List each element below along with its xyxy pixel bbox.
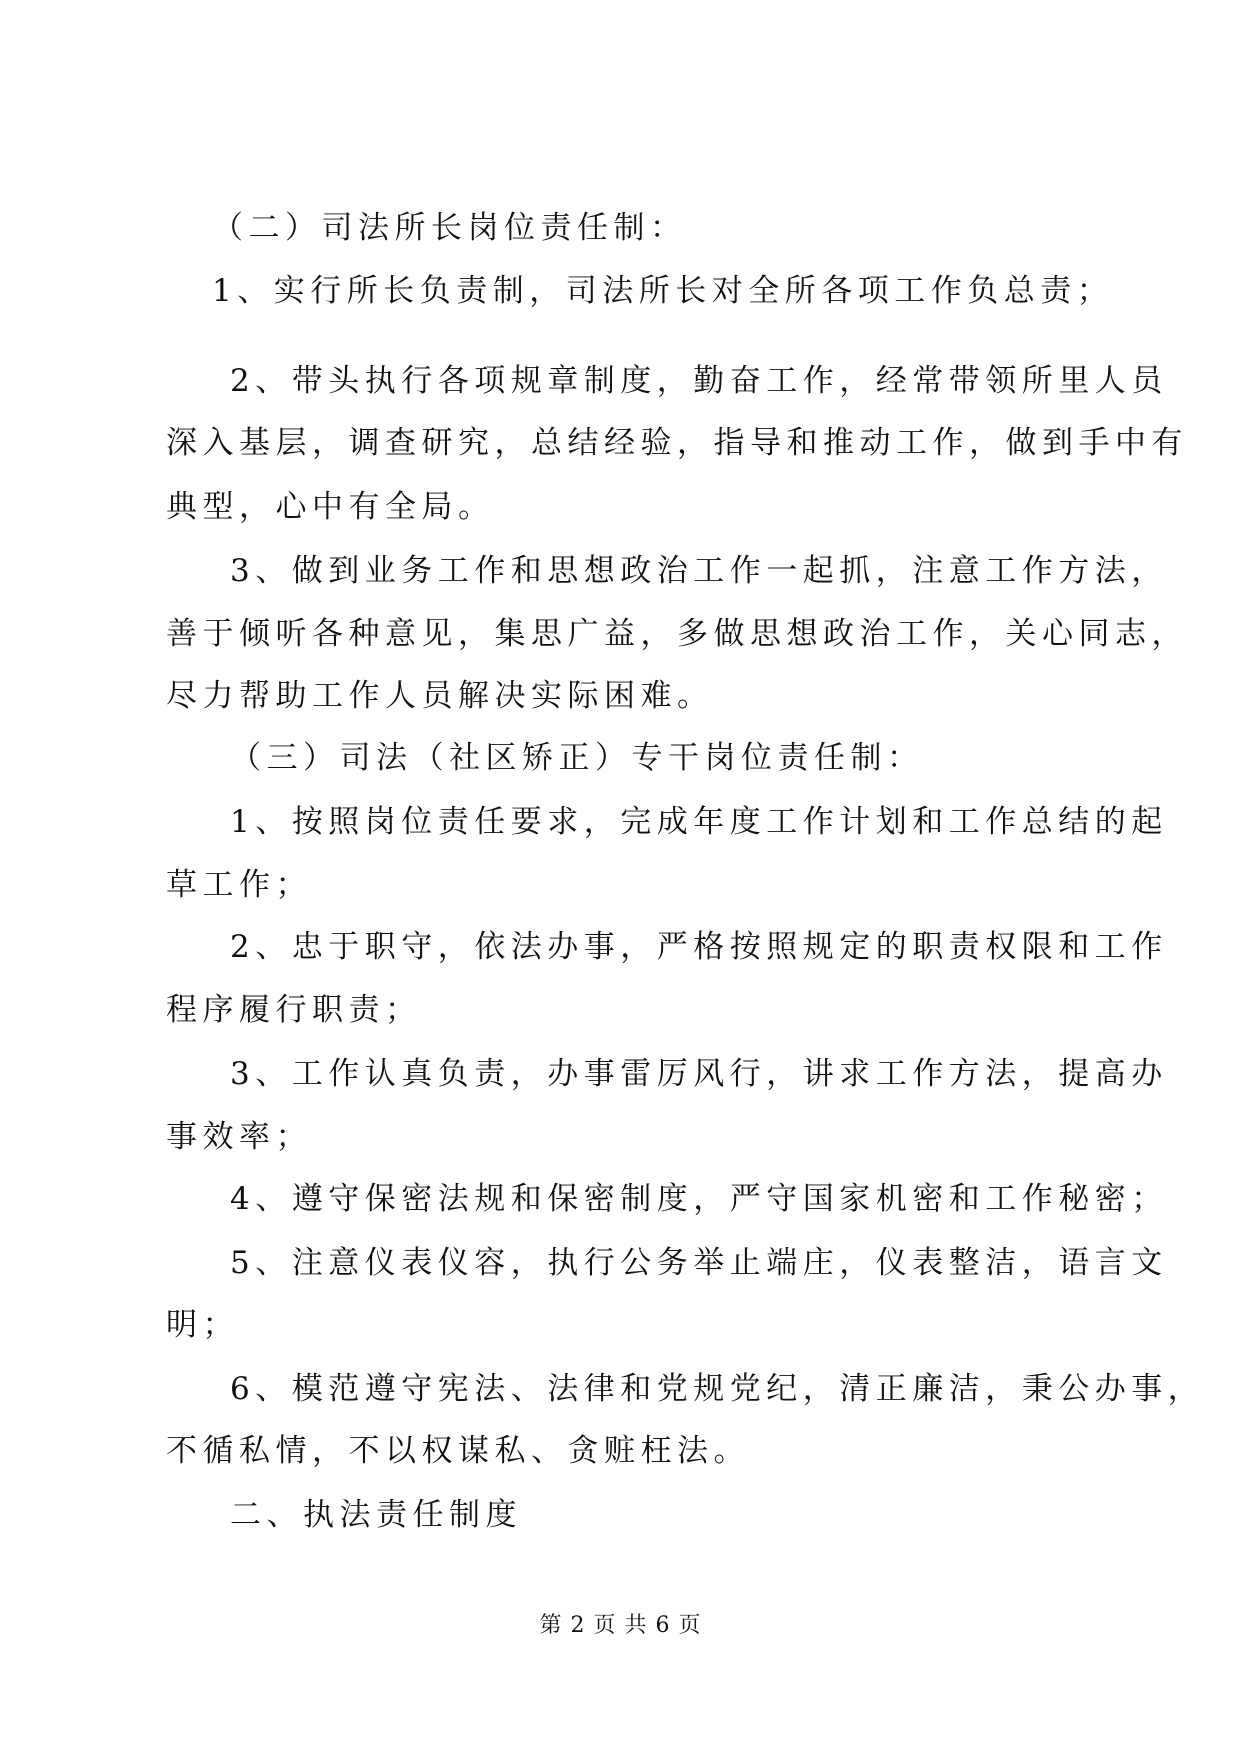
paragraph-line: 程序履行职责； [166,992,422,1028]
paragraph-line: 2、忠于职守，依法办事，严格按照规定的职责权限和工作 [230,929,1168,965]
section-heading-director: （二）司法所长岗位责任制： [212,210,687,246]
paragraph-line: 3、做到业务工作和思想政治工作一起抓，注意工作方法， [230,553,1168,589]
page-number: 第 2 页 共 6 页 [539,1613,702,1638]
paragraph-line: 深入基层，调查研究，总结经验，指导和推动工作，做到手中有 [166,425,1188,461]
paragraph-line: 明； [166,1307,239,1343]
paragraph-line: 草工作； [166,867,312,903]
paragraph-line: 事效率； [166,1119,312,1155]
paragraph-line: 2、带头执行各项规章制度，勤奋工作，经常带领所里人员 [230,363,1168,399]
paragraph-line: 5、注意仪表仪容，执行公务举止端庄，仪表整洁，语言文 [230,1245,1168,1281]
section-heading-staff: （三）司法（社区矫正）专干岗位责任制： [230,740,924,776]
paragraph-line: 1、实行所长负责制，司法所长对全所各项工作负总责； [212,273,1114,309]
paragraph-line: 4、遵守保密法规和保密制度，严守国家机密和工作秘密； [230,1181,1168,1217]
paragraph-line: 1、按照岗位责任要求，完成年度工作计划和工作总结的起 [230,804,1168,840]
paragraph-line: 典型，心中有全局。 [166,489,495,525]
paragraph-line: 6、模范遵守宪法、法律和党规党纪，清正廉洁，秉公办事， [230,1371,1205,1407]
paragraph-line: 尽力帮助工作人员解决实际困难。 [166,678,714,714]
paragraph-line: 善于倾听各种意见，集思广益，多做思想政治工作，关心同志， [166,616,1188,652]
paragraph-line: 3、工作认真负责，办事雷厉风行，讲求工作方法，提高办 [230,1056,1168,1092]
paragraph-line: 不循私情，不以权谋私、贪赃枉法。 [166,1433,750,1469]
section-heading-enforcement: 二、执法责任制度 [230,1497,522,1533]
